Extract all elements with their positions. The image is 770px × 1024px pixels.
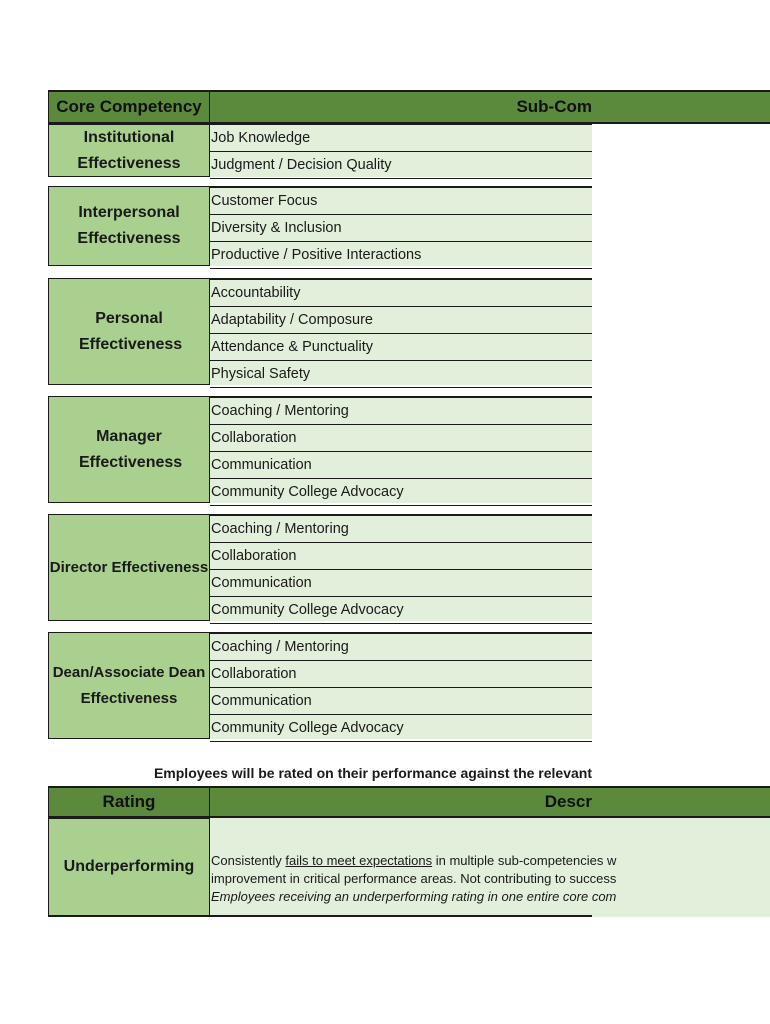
sub-group-institutional (210, 124, 592, 177)
core-interpersonal (48, 186, 210, 266)
sub-group-interpersonal (210, 186, 592, 266)
sub-competency: Community College Advocacy (210, 479, 592, 506)
header-description: Descr (544, 792, 592, 811)
sub-competency: Accountability (210, 280, 592, 307)
description-line-2: improvement in critical performance areas. Not contributing to success (211, 871, 617, 886)
description-text: in multiple sub-competencies w (432, 853, 617, 868)
header-core-competency: Core Competency (48, 92, 210, 122)
core-label: Institutional Effectiveness (77, 128, 181, 172)
sub-competency: Coaching / Mentoring (210, 398, 592, 425)
rating-row-bottom-border (210, 915, 592, 917)
core-personal (48, 278, 210, 385)
sub-competency: Collaboration (210, 425, 592, 452)
rating-label: Underperforming (63, 858, 195, 875)
core-institutional (48, 124, 210, 177)
sub-competency: Coaching / Mentoring (210, 516, 592, 543)
sub-competency: Physical Safety (210, 361, 592, 388)
core-director (48, 514, 210, 621)
sub-competency: Productive / Positive Interactions (210, 242, 592, 269)
description-text: Consistently (211, 853, 286, 868)
core-label: Manager Effectiveness (79, 427, 183, 471)
sub-competency: Community College Advocacy (210, 715, 592, 742)
header-rating: Rating (48, 788, 210, 816)
sub-competency: Collaboration (210, 661, 592, 688)
core-label: Dean/Associate Dean Effectiveness (52, 663, 206, 707)
rating-intro: Employees will be rated on their performance against the relevant (153, 765, 592, 781)
sub-group-manager (210, 396, 592, 503)
sub-competency: Communication (210, 688, 592, 715)
sub-competency: Adaptability / Composure (210, 307, 592, 334)
rating-underperforming (48, 818, 210, 917)
core-label: Personal Effectiveness (79, 309, 183, 353)
sub-group-personal (210, 278, 592, 385)
sub-competency: Attendance & Punctuality (210, 334, 592, 361)
core-manager (48, 396, 210, 503)
sub-competency: Communication (210, 452, 592, 479)
sub-competency: Community College Advocacy (210, 597, 592, 624)
sub-competency: Judgment / Decision Quality (210, 152, 592, 179)
description-line-1 (211, 852, 617, 870)
sub-competency: Coaching / Mentoring (210, 634, 592, 661)
rating-description (211, 852, 617, 916)
sub-competency: Diversity & Inclusion (210, 215, 592, 242)
sub-group-dean (210, 632, 592, 739)
core-label: Interpersonal Effectiveness (77, 204, 181, 247)
sub-competency: Collaboration (210, 543, 592, 570)
sub-group-director (210, 514, 592, 621)
core-dean (48, 632, 210, 739)
sub-competency: Customer Focus (210, 188, 592, 215)
description-line-3: Employees receiving an underperforming rating in one entire core com (211, 889, 617, 904)
description-underlined-text: fails to meet expectations (285, 853, 433, 868)
sub-competency: Job Knowledge (210, 125, 592, 152)
sub-competency: Communication (210, 570, 592, 597)
core-label: Director Effectiveness (49, 558, 209, 576)
header-sub-competency: Sub-Com (516, 97, 592, 116)
